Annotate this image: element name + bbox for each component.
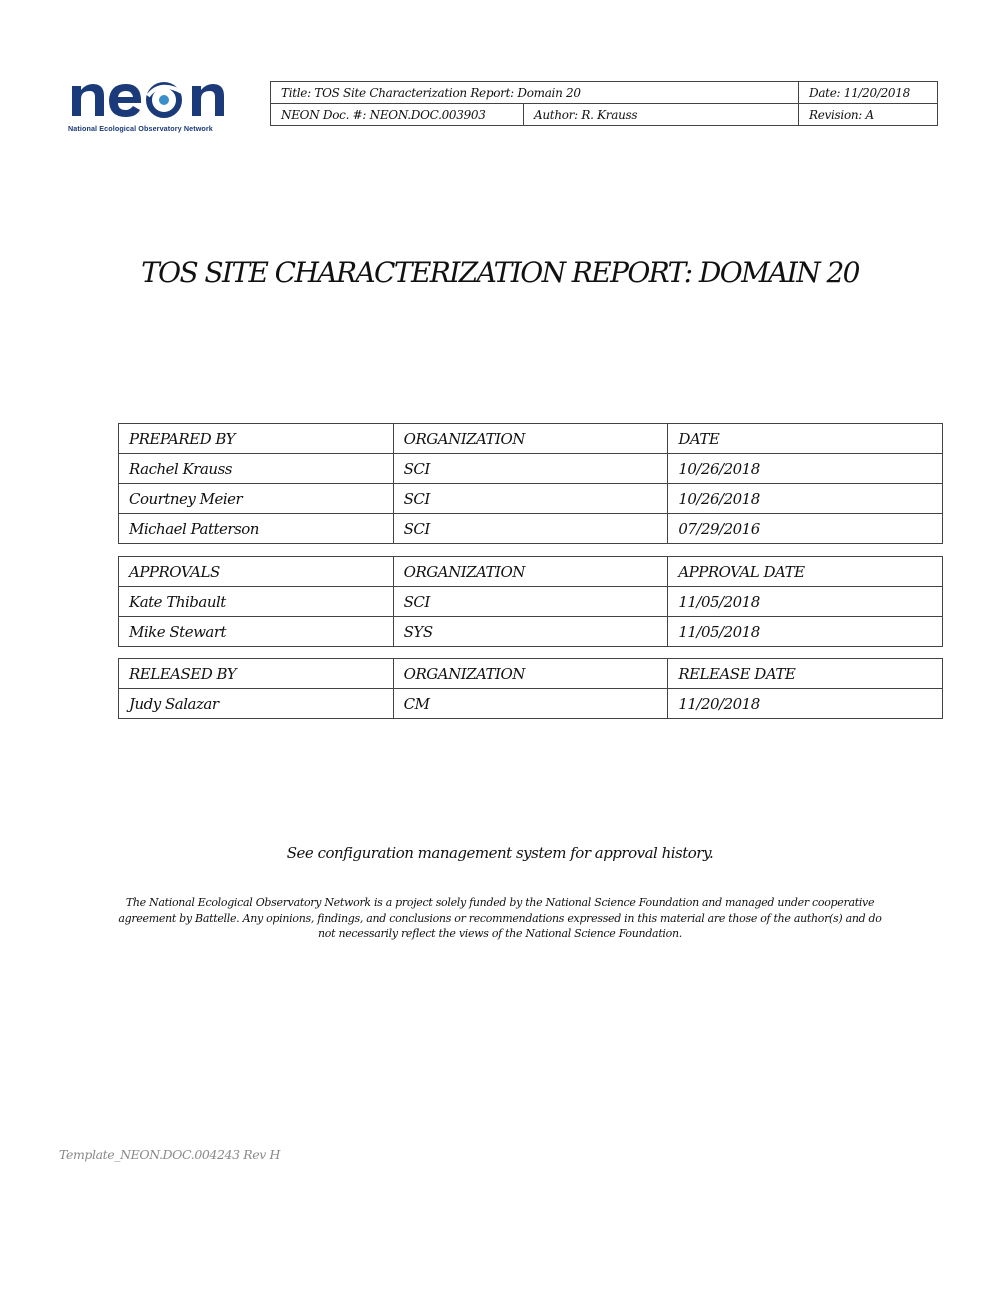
name-cell: Kate Thibault	[119, 587, 394, 617]
neon-logo-mark	[68, 70, 234, 124]
table-header-row	[119, 424, 943, 454]
date-cell: 11/05/2018	[668, 587, 943, 617]
column-header: ORGANIZATION	[393, 557, 668, 587]
column-header: APPROVALS	[119, 557, 394, 587]
table-row	[119, 587, 943, 617]
date-cell: 07/29/2016	[668, 514, 943, 544]
table-header-row	[119, 659, 943, 689]
header-doc-number: NEON Doc. #: NEON.DOC.003903	[271, 104, 524, 126]
funding-disclaimer: The National Ecological Observatory Network is a project solely funded by the National Science Foundation and managed under cooperative agreement by Battelle. Any opinions, findings, and conclusions or recommendations expressed in this material are those of the author(s) and do not necessarily reflect the views of the National Science Foundation.	[118, 896, 882, 940]
column-header: RELEASE DATE	[668, 659, 943, 689]
table-row	[119, 514, 943, 544]
document-header-table	[270, 81, 938, 126]
header-title: Title: TOS Site Characterization Report: Domain 20	[271, 82, 799, 104]
organization-cell: SCI	[393, 454, 668, 484]
neon-logo	[68, 70, 234, 136]
released-by-table	[118, 658, 943, 719]
organization-cell: CM	[393, 689, 668, 719]
column-header: ORGANIZATION	[393, 424, 668, 454]
logo-subtitle: National Ecological Observatory Network	[68, 124, 213, 133]
date-cell: 11/05/2018	[668, 617, 943, 647]
approvals-table	[118, 556, 943, 647]
column-header: PREPARED BY	[119, 424, 394, 454]
table-row	[119, 617, 943, 647]
name-cell: Michael Patterson	[119, 514, 394, 544]
table-row	[119, 454, 943, 484]
name-cell: Mike Stewart	[119, 617, 394, 647]
config-management-note: See configuration management system for approval history.	[286, 844, 714, 862]
prepared-by-table	[118, 423, 943, 544]
header-revision: Revision: A	[799, 104, 938, 126]
header-author: Author: R. Krauss	[524, 104, 799, 126]
date-cell: 10/26/2018	[668, 454, 943, 484]
column-header: DATE	[668, 424, 943, 454]
name-cell: Rachel Krauss	[119, 454, 394, 484]
table-row	[119, 689, 943, 719]
template-id: Template_NEON.DOC.004243 Rev H	[59, 1147, 280, 1162]
date-cell: 10/26/2018	[668, 484, 943, 514]
organization-cell: SCI	[393, 514, 668, 544]
name-cell: Judy Salazar	[119, 689, 394, 719]
table-row	[119, 484, 943, 514]
organization-cell: SCI	[393, 484, 668, 514]
name-cell: Courtney Meier	[119, 484, 394, 514]
organization-cell: SCI	[393, 587, 668, 617]
date-cell: 11/20/2018	[668, 689, 943, 719]
table-header-row	[119, 557, 943, 587]
column-header: RELEASED BY	[119, 659, 394, 689]
column-header: APPROVAL DATE	[668, 557, 943, 587]
organization-cell: SYS	[393, 617, 668, 647]
document-title: TOS SITE CHARACTERIZATION REPORT: DOMAIN 20	[141, 256, 859, 289]
header-date: Date: 11/20/2018	[799, 82, 938, 104]
column-header: ORGANIZATION	[393, 659, 668, 689]
